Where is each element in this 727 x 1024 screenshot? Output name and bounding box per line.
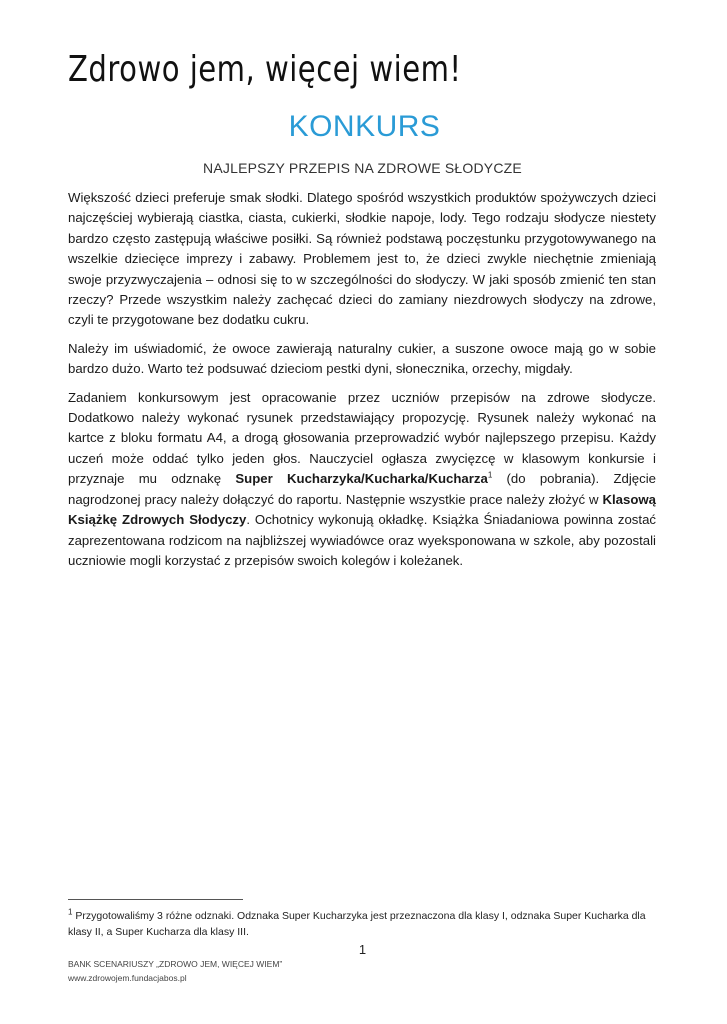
paragraph-task (68, 388, 656, 572)
logo-text: Zdrowo jem, więcej wiem! (68, 48, 462, 90)
logo-handwritten (68, 36, 462, 96)
footnote-reference: 1 (487, 470, 493, 480)
badge-name: Super Kucharzyka/Kucharka/Kucharza (235, 471, 488, 487)
paragraph-fruits: Należy im uświadomić, że owoce zawierają naturalny cukier, a suszone owoce mają go w sobie bardzo dużo. Warto też podsuwać dzieciom pestki dyni, słonecznika, orzechy, migdały. (68, 340, 656, 377)
footnote-separator (68, 899, 243, 900)
title-block (0, 110, 725, 144)
task-text-b: (do pobrania). Zdjęcie nagrodzonej pracy należy dołączyć do raportu. Następnie wszystkie prace należy złożyć w (68, 471, 656, 507)
footnote-marker: 1 (68, 907, 73, 917)
page-number: 1 (358, 942, 367, 957)
footnote-text: Przygotowaliśmy 3 różne odznaki. Odznaka Super Kucharzyka jest przeznaczona dla klasy I, odznaka Super Kucharka dla klasy II, a Super Kucharza dla klasy III. (68, 910, 646, 938)
page-title: KONKURS (288, 110, 441, 143)
task-text-c: . Ochotnicy wykonują okładkę. Książka Śniadaniowa powinna zostać zaprezentowana rodzicom na najbliższej wywiadówce oraz wyeksponowana w szkole, aby pozostali uczniowie mogli korzystać z przepisów swoich kolegów i koleżanek. (68, 512, 656, 568)
page-subtitle: NAJLEPSZY PRZEPIS NA ZDROWE SŁODYCZE (203, 160, 522, 176)
logo (68, 36, 462, 96)
book-name: Klasową Książkę Zdrowych Słodyczy (68, 491, 656, 528)
footer-series-title: BANK SCENARIUSZY „ZDROWO JEM, WIĘCEJ WIEM” (68, 959, 283, 969)
paragraph-intro: Większość dzieci preferuje smak słodki. Dlatego spośród wszystkich produktów spożywczych dzieci najczęściej wybierają ciastka, ciasta, cukierki, słodkie napoje, lody. Tego rodzaju słodycze niestety bardzo często zastępują właściwe posiłki. Są również podstawą poczęstunku przygotowywanego na wszelkie dziecięce imprezy i zabawy. Problemem jest to, że dzieci zwykle niechętnie zmieniają swoje przyzwyczajenia – odnosi się to w szczególności do słodyczy. W jaki sposób zmienić ten stan rzeczy? Przede wszystkim należy zachęcać dzieci do zamiany niezdrowych słodyczy na zdrowe, czyli te przygotowane bez dodatku cukru. (68, 190, 656, 328)
footnote (68, 908, 656, 940)
body-content (68, 188, 656, 579)
footer-website: www.zdrowojem.fundacjabos.pl (68, 973, 187, 983)
page-footer (68, 957, 468, 985)
task-text-a: Zadaniem konkursowym jest opracowanie przez uczniów przepisów na zdrowe słodycze. Dodatkowo należy wykonać rysunek przedstawiający propozycję. Rysunek należy wykonać na kartce z bloku formatu A4, a drogą głosowania przeprowadzić wybór najlepszego przepisu. Każdy uczeń może oddać tylko jeden głos. Nauczyciel ogłasza zwycięzcę w klasowym konkursie i przyznaje mu odznakę (68, 389, 656, 487)
